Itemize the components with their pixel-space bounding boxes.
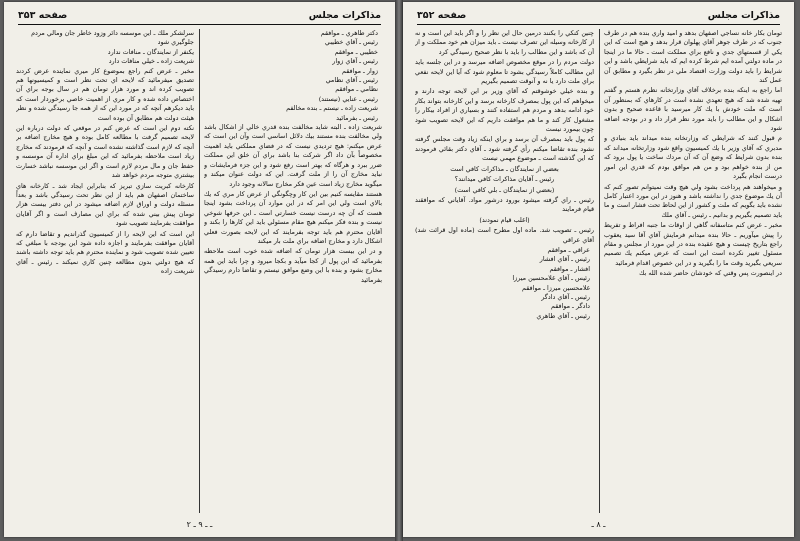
text-line: سرلشكر ملك ـ اين موسسه دائر وزود خاطر جان ومالي مردم [31, 29, 194, 37]
left-page [4, 2, 395, 537]
text-line: بعضي از نمايندگان ـ مذاكرات كافي است [450, 164, 559, 173]
text-paragraph: اين است كه اين لايحه را از كميسيون گذرانديم و تقاضا دارم كه آقايان موافقت بفرمايند و اجازه داده شود اين بودجه با مبلغي كه تعيين شده تصويب شود و نماينده محترم هم بايد توجه داشته باشند كه هيچ دولتي بدون مطالعه چنين كاري نميكند ـ رئيس ـ آقاي شريعت زاده [16, 229, 194, 276]
left-page-footer: ۲ ـ ـ ۹ ـ [186, 520, 213, 529]
text-paragraph: رئيس ـ راي گرفته ميشود بورود درشور مواد. آقاياني كه موافقند قيام فرمايند [415, 195, 594, 214]
right-page-number: صفحه ۳۵۲ [417, 9, 467, 21]
text-paragraph: نكته دوم اين است كه عرض كنم در موقعي كه دولت درباره اين لايحه تصميم گرفت با مطالعه كامل بوده و هيچ مخارج اضافه بر آنچه كه لازم است گذاشته نشده است و آنچه كه فرمودند كه مخارج زياد است ملاحظه بفرمائيد كه اين مبلغ براي اداره آن موسسه و حفظ جان و مال مردم لازم است و اگر اين موسسه نباشد خسارت بيشتري متوجه مردم خواهد شد [16, 124, 194, 180]
text-paragraph: و در اين بيست هزار تومان كه اضافه شده خوب است ملاحظه بفرمائيد كه اين پول از كجا ميآيد و بكجا ميرود و چرا بايد اين همه مخارج بشود و بنده با اين وضع موافق نيستم و تقاضا دارم رسيدگي بفرمائيد [204, 247, 382, 284]
text-paragraph: مخبر ـ عرض كنم راجع بموضوع كار ميري نماينده عرض كردند تصديق ميفرمائيد كه لايحه اي تحت نظر است و كميسيونها هم تصويب كرده اند و مورد هزار تومان هم در سال بوجه براي آن اختصاص داده شده و كار مري از اهميت خاصي برخوردار است كه بايد ديكرهم آنچه كه در مورد اين كه از همه جا رسيدگي شده و نظر هيئت دولت هم مطابق آن بوده است [16, 66, 194, 122]
text-line: (اغلب قيام نمودند) [479, 215, 530, 224]
dialogue-line: شريعت زاده ـ نيستم ـ بنده مخالفم [286, 104, 378, 113]
right-page-right-column [604, 29, 782, 513]
left-page-book-title: مذاكرات مجلس [308, 9, 381, 21]
dialogue-line: رئيس ـ عنايي (نيستند) [318, 94, 378, 103]
left-page-right-column [204, 29, 382, 513]
dialogue-line: زوار ـ موافقم [341, 66, 378, 75]
dialogue-line: رئيس ـ بفرمائيد [336, 113, 378, 122]
book-gutter [395, 0, 403, 541]
text-paragraph: و ميخواهند هم پرداخت بشود ولي هيچ وقت نميتوانم تصور كنم كه آن يك موضوع جدي را نداشته باشد و هنوز در اين مورد اعتبار كامل نشده بايد بگويم كه ملت و كشور از اين لحاظ تحت فشار است و ما بايد تصميم بگيريم و بدانيم ـ رئيس ـ آقاي ملك [604, 182, 782, 219]
right-page-book-title: مذاكرات مجلس [707, 9, 780, 21]
dialogue-line: رئيس ـ آقاي افشار [539, 255, 590, 264]
text-paragraph: كارخانه كبريت سازي تبريز كه بنابراين ايجاد شد ـ كارخانه هاي ساختمان اصفهان هم بايد از اين نظر تحت رسيدگي باشد و بعداً مسئله دولت و اوراق لازم اضافه ميشود در اين دفتر بيست هزار تومان پيش بيني شده كه براي اين مصارف است و اگر آقايان موافقت بفرمايند تصويب شود [16, 181, 194, 228]
text-paragraph: رئيس ـ تصويب شد. ماده اول مطرح است (ماده اول قرائت شد) آقاي عراقي [415, 226, 594, 244]
dialogue-line: رئيس ـ آقاي خطيبي [324, 38, 378, 47]
text-paragraph: مخبر ـ عرض كنم متاسفانه گاهي از اوقات ما جنبه افراط و تفريط را پيش ميآوريم ـ حالا بنده ميدانم فرمايش آقاي آقا سيد يعقوب راجع بتاريخ چيست و هيچ عقيده بنده در اين مورد از مجلس و مقام مسئول تغيير نكرده است اين است كه عرض ميكنم يك تصميم سريعي بگيريد وقت ما را بگيريد و در اين خصوص اقدام فرمائيد [604, 221, 782, 267]
right-page-footer: ـ ۸ ـ [591, 520, 606, 529]
left-page-left-column [16, 29, 194, 513]
dialogue-line: غلامحسين ميرزا ـ موافقم [522, 283, 590, 292]
text-paragraph: م قبول كنند كه شرايطي كه وزارتخانه بنده ميداند بايد بنيادي و مدبري كه آقاي وزير با يك كميسيون واقع شود وزارتخانه ميداند كه بنده بدون شرايط كه وضع آن كه آن مردك ساخت يا پول برود كه من از بنده خواهم بود و من هم موافق بودم كه قدري اين امور درست انجام بگيرد [604, 134, 782, 181]
dialogue-line: رئيس ـ آقاي طاهري [536, 311, 590, 320]
right-page-left-column [415, 29, 594, 513]
dialogue-line: رئيس ـ آقاي زوار [332, 57, 378, 66]
right-column-divider [599, 29, 600, 513]
text-line: شريعت زاده ـ خيلي منافات دارد [108, 57, 194, 66]
dialogue-line: رئيس ـ آقاي دادگر [541, 292, 590, 301]
left-column-divider [199, 29, 200, 513]
text-paragraph: تومان بكار خانه نساجي اصفهان بدهد و اميد واري بنده هم در طرف جنوب كه در طرف جوهر آقاي پهلوان قرار بدهد و هيچ است كه اين يكي از قسمتهاي جدي و نافع براي مملكت است ـ حالا ما در اينجا در ماده دولتي آمده ايم شرط كرده ايم كه بايد شرايطي باشد و اين شرايط را بايد دولت وزارت اقتصاد ملي در نظر بگيرد و مطابق آن عمل كند [604, 29, 782, 85]
text-line: (بعضي از نمايندگان ـ بلي كافي است) [454, 185, 555, 194]
text-paragraph: در اينصورت پس وقتي كه خودشان حاضر شده الله بك [639, 269, 782, 278]
dialogue-line: رئيس ـ آقاي نظامي [325, 76, 378, 85]
right-page [403, 2, 794, 537]
text-paragraph: دولت مردم را در موقع مخصوص اضافه ميرسد و در اين جلسه بايد اين مطالب كاملاً رسيدگي بشود تا معلوم شود كه آيا اين لايحه نفعي براي ملت دارد يا نه و آنوقت تصميم بگيريم [415, 58, 594, 86]
text-paragraph: چنين كنكي را بكنند درمين حال اين نظر را و اگر بايد اين است و نه از كارخانه وسيله اين تصرف نيست ـ بايد ميزان هم خود مملكت و از آن كه باشد و اين مطالب را بايد با نظر صحيح رسيدگي كرد [415, 29, 594, 56]
right-header-rule [417, 24, 780, 25]
dialogue-line: افشار ـ موافقم [549, 264, 590, 273]
text-line: يكنفر از نمايندگان ـ منافات ندارد [107, 47, 194, 56]
text-paragraph: اما راجع به اينكه بنده برخلاف آقاي وزارتخانه نظرم هستم و گفتم تهيه شده شد كه هيچ تعهدي نشده است در كارهاي كه بمنظور آن است كه ملت خودش با يك كار ميرسيد با قاعده صحيح و بدون اشكال و اين مطالب را بايد مورد نظر قرار داد و در بودجه اضافه شود [604, 86, 782, 133]
text-paragraph: شريعت زاده ـ البته شايد مخالفت بنده قدري خالي از اشكال باشد ولي مخالفت بنده مستند بيك دلائل اساسي است وآن اين است كه عرض ميكنم: هيچ ترديدي نيست كه در فضاي مملكتي بايد اهميت مخصوصاً بآن داد اگر شركت بنا باشد براي آن خلق اين مملكت ضرر ببرد و هرگاه كه بهتر است رفع شود و اين جزء فرمايشات و نبايد مخارج آن را از ملت گرفت. اين كه دولت عنوان ميكند و ميگويد مخارج زياد است عين فكر مخارج سالانه وجود دارد [204, 123, 382, 188]
dialogue-line: خطيبي ـ موافقم [334, 47, 378, 56]
left-header-rule [18, 24, 381, 25]
dialogue-line: رئيس ـ آقاي غلامحسين ميرزا [512, 274, 590, 283]
left-page-number: صفحه ۳۵۳ [18, 9, 68, 21]
text-paragraph: كه پول بايد بمصرف آن برسد و براي اينكه زياد وقت مجلس گرفته نشود بنده تقاضا ميكنم رأي گرفته شود ـ آقاي دكتر بقائي فرمودند كه اين گذشته است ـ موضوع مهمي نيست [415, 135, 594, 163]
dialogue-line: نظامي ـ موافقم [335, 85, 378, 94]
text-paragraph: و بنده خيلي خوشوقتم كه آقاي وزير بر اين لايحه توجه دارند و ميخواهم كه اين پول بمصرف كارخانه برسد و اين كارخانه بتواند بكار خود ادامه بدهد و مردم هم استفاده كنند و بسياري از افراد بيكار را مشغول كار كند و ما هم موافقت داريم كه اين لايحه تصويب شود چون بيمورد نيست [415, 87, 594, 134]
text-line: رئيس ـ آقايان مذاكرات كافي ميدانند؟ [454, 175, 555, 184]
dialogue-line: عراقي ـ موافقم [547, 245, 590, 254]
right-page-header [417, 7, 780, 23]
dialogue-line: دادگر ـ موافقم [550, 302, 590, 311]
dialogue-line: دكتر طاهري ـ موافقم [320, 29, 378, 37]
text-paragraph: هستند مقايسه كنيم بين اين كار وچگونگي از عرض كار مري كه يك بالاي است ولي اين امر كه در اين موارد آن پرداخت بشود اينجا هست كه آن چه درست نيست خسارتي است ـ اين حرفها شوخي نيست و بنده فكر ميكنم هيچ مقام مسئولي بايد اين كارها را بكند و آقايان محترم هم بايد توجه بفرمايند كه اين لايحه بصورت فعلي اشكال دارد و مخارج اضافه براي ملت بار ميكند [204, 189, 382, 245]
text-line: جلوگيري شود [157, 38, 194, 47]
left-page-header [18, 7, 381, 23]
